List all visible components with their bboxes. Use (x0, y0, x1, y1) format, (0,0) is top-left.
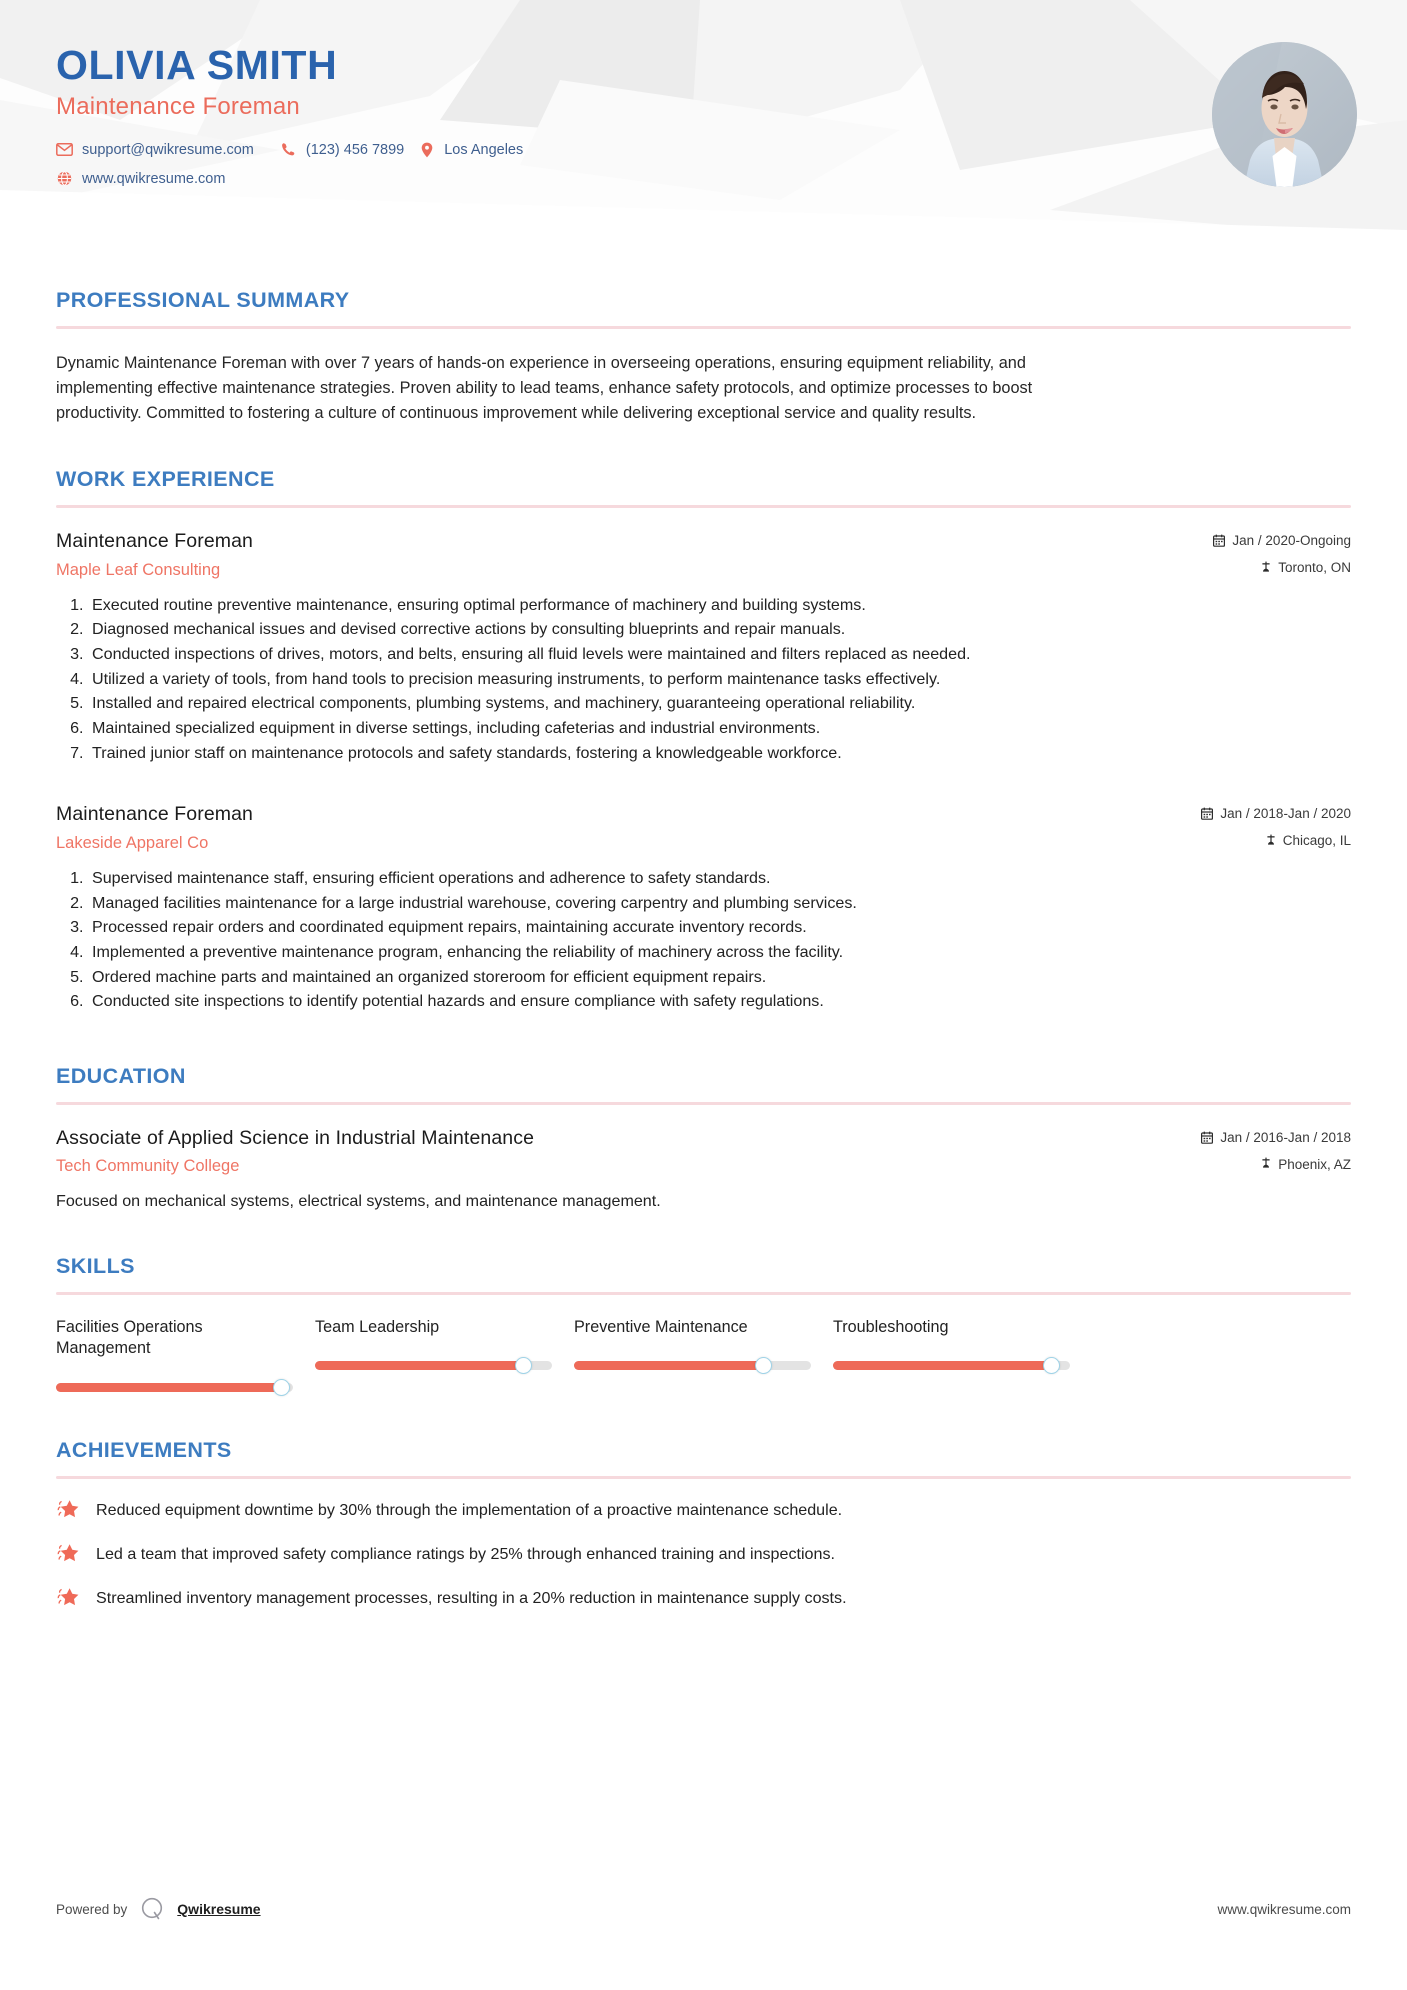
list-item: 1. Executed routine preventive maintenance, ensuring optimal performance of machinery and building systems. (88, 594, 1351, 618)
skill-fill (833, 1361, 1051, 1370)
skill-item (56, 1317, 315, 1396)
skill-label: Troubleshooting (833, 1317, 949, 1336)
work-job-title: Maintenance Foreman (56, 803, 254, 826)
work-bullet-list (56, 867, 1351, 1014)
list-item: 4. Utilized a variety of tools, from hand tools to precision measuring instruments, to perform maintenance tasks effectively. (88, 668, 1351, 692)
achievement-text: Streamlined inventory management processes, resulting in a 20% reduction in maintenance supply costs. (96, 1589, 847, 1608)
education-dates-text: Jan / 2016-Jan / 2018 (1220, 1129, 1351, 1145)
education-organization: Tech Community College (56, 1157, 240, 1176)
list-item: 3. Conducted inspections of drives, motors, and belts, ensuring all fluid levels were maintained and filters replaced as needed. (88, 643, 1351, 667)
contact-email[interactable] (56, 141, 254, 158)
section-divider (56, 505, 1351, 508)
calendar-icon (1213, 534, 1225, 547)
work-dates-text: Jan / 2020-Ongoing (1232, 533, 1351, 549)
work-entry-head (56, 530, 1351, 553)
contact-phone-text: (123) 456 7899 (305, 141, 405, 158)
section-title-education: EDUCATION (56, 1063, 186, 1088)
calendar-icon (1201, 807, 1213, 820)
contact-phone[interactable] (280, 141, 404, 158)
skill-fill (574, 1361, 764, 1370)
list-item: 2. Managed facilities maintenance for a large industrial warehouse, covering carpentry and plumbing services. (88, 892, 1351, 916)
list-item: 6. Maintained specialized equipment in diverse settings, including cafeterias and industrial environments. (88, 717, 1351, 741)
avatar (1212, 42, 1357, 187)
map-marker-icon (1261, 1157, 1271, 1171)
work-location-text: Chicago, IL (1282, 833, 1351, 849)
map-marker-icon (1261, 561, 1271, 575)
contact-location-text: Los Angeles (444, 141, 524, 158)
list-item: 7. Trained junior staff on maintenance protocols and safety standards, fostering a knowledgeable workforce. (88, 742, 1351, 766)
section-divider (56, 1102, 1351, 1105)
list-item: 5. Installed and repaired electrical components, plumbing systems, and machinery, guaranteeing operational reliability. (88, 692, 1351, 716)
skill-fill (56, 1383, 281, 1392)
education-dates (1201, 1130, 1351, 1145)
globe-icon (56, 170, 73, 187)
education-location (1261, 1157, 1351, 1172)
skill-track (833, 1361, 1070, 1370)
achievement-text: Reduced equipment downtime by 30% through the implementation of a proactive maintenance schedule. (96, 1501, 843, 1520)
list-item (56, 1543, 1351, 1567)
skill-slider[interactable] (315, 1357, 552, 1375)
contact-row-primary (56, 141, 1407, 158)
job-role-subtitle: Maintenance Foreman (56, 93, 300, 121)
skill-label: Team Leadership (315, 1317, 440, 1336)
location-pin-icon (418, 141, 435, 158)
education-location-text: Phoenix, AZ (1278, 1156, 1351, 1172)
education-description: Focused on mechanical systems, electrical systems, and maintenance management. (56, 1192, 661, 1211)
work-organization: Maple Leaf Consulting (56, 560, 221, 579)
list-item: 6. Conducted site inspections to identify potential hazards and ensure compliance with safety regulations. (88, 990, 1351, 1014)
contact-website[interactable] (56, 170, 225, 187)
section-work-experience (56, 467, 1351, 1014)
skill-knob[interactable] (273, 1379, 290, 1396)
list-item (56, 1499, 1351, 1523)
skill-slider[interactable] (56, 1378, 293, 1396)
work-location (1261, 560, 1351, 575)
skill-slider[interactable] (833, 1357, 1070, 1375)
skill-knob[interactable] (1043, 1357, 1060, 1374)
work-job-title: Maintenance Foreman (56, 530, 254, 553)
skill-fill (315, 1361, 524, 1370)
work-entry-sub (56, 560, 1351, 580)
section-title-work: WORK EXPERIENCE (56, 467, 275, 492)
skill-slider[interactable] (574, 1357, 811, 1375)
work-entry-head (56, 803, 1351, 826)
skill-label: Facilities Operations Management (56, 1317, 203, 1358)
page-footer (0, 1896, 1407, 1922)
skills-grid (56, 1317, 1351, 1396)
skill-knob[interactable] (515, 1357, 532, 1374)
section-achievements (56, 1438, 1351, 1611)
skill-item (574, 1317, 833, 1375)
map-marker-icon (1266, 834, 1276, 848)
achievement-list (56, 1499, 1351, 1611)
section-title-summary: PROFESSIONAL SUMMARY (56, 288, 350, 312)
list-item: 5. Ordered machine parts and maintained an organized storeroom for efficient equipment repairs. (88, 966, 1351, 990)
section-skills (56, 1254, 1351, 1396)
skill-label: Preventive Maintenance (574, 1317, 748, 1336)
resume-header (0, 0, 1407, 258)
list-item: 4. Implemented a preventive maintenance program, enhancing the reliability of machinery across the facility. (88, 941, 1351, 965)
work-bullet-list (56, 594, 1351, 766)
work-dates (1201, 806, 1351, 821)
powered-by-label: Powered by (56, 1901, 128, 1917)
phone-icon (280, 141, 297, 158)
skill-track (56, 1383, 293, 1392)
page-title: OLIVIA SMITH (56, 42, 338, 88)
education-degree: Associate of Applied Science in Industrial Maintenance (56, 1126, 535, 1149)
list-item (56, 1587, 1351, 1611)
skill-track (574, 1361, 811, 1370)
qwikresume-logo-icon (139, 1896, 165, 1922)
section-divider (56, 1476, 1351, 1479)
star-burst-icon (56, 1541, 82, 1567)
contact-location (418, 141, 523, 158)
skill-knob[interactable] (755, 1357, 772, 1374)
section-title-skills: SKILLS (56, 1253, 135, 1278)
work-entry-sub (56, 833, 1351, 853)
summary-text: Dynamic Maintenance Foreman with over 7 years of hands-on experience in overseeing operations, ensuring equipment reliability, and implementing effective maintenance strategies. Proven ability to lead teams, enhance safety protocols, and optimize processes to boost productivity. Committed to fostering a culture of continuous improvement while delivering exceptional service and quality results. (56, 354, 1033, 422)
star-burst-icon (56, 1497, 82, 1523)
calendar-icon (1201, 1131, 1213, 1144)
work-dates (1213, 533, 1351, 548)
section-professional-summary (56, 288, 1351, 425)
footer-url[interactable]: www.qwikresume.com (1217, 1901, 1351, 1917)
skill-track (315, 1361, 552, 1370)
work-location (1266, 833, 1351, 848)
section-title-achievements: ACHIEVEMENTS (56, 1438, 232, 1463)
qwikresume-brand-link[interactable]: Qwikresume (177, 1901, 261, 1917)
work-dates-text: Jan / 2018-Jan / 2020 (1220, 806, 1351, 822)
list-item: 3. Processed repair orders and coordinated equipment repairs, maintaining accurate inventory records. (88, 916, 1351, 940)
powered-by (56, 1896, 261, 1922)
education-entry-head (56, 1127, 1351, 1150)
section-divider (56, 1292, 1351, 1295)
work-location-text: Toronto, ON (1278, 560, 1351, 576)
achievement-text: Led a team that improved safety compliance ratings by 25% through enhanced training and inspections. (96, 1545, 835, 1564)
star-burst-icon (56, 1585, 82, 1611)
work-entry (56, 803, 1351, 1013)
list-item: 1. Supervised maintenance staff, ensuring efficient operations and adherence to safety standards. (88, 867, 1351, 891)
list-item: 2. Diagnosed mechanical issues and devised corrective actions by consulting blueprints and repair manuals. (88, 618, 1351, 642)
work-organization: Lakeside Apparel Co (56, 833, 209, 852)
skill-item (315, 1317, 574, 1375)
section-education (56, 1064, 1351, 1214)
section-divider (56, 326, 1351, 329)
education-entry (56, 1127, 1351, 1214)
email-icon (56, 141, 73, 158)
contact-row-secondary (56, 170, 1407, 187)
contact-list (56, 141, 1407, 187)
contact-email-text: support@qwikresume.com (82, 141, 254, 158)
education-entry-sub (56, 1157, 1351, 1177)
contact-website-text: www.qwikresume.com (82, 170, 226, 187)
work-entry (56, 530, 1351, 765)
skill-item (833, 1317, 1092, 1375)
